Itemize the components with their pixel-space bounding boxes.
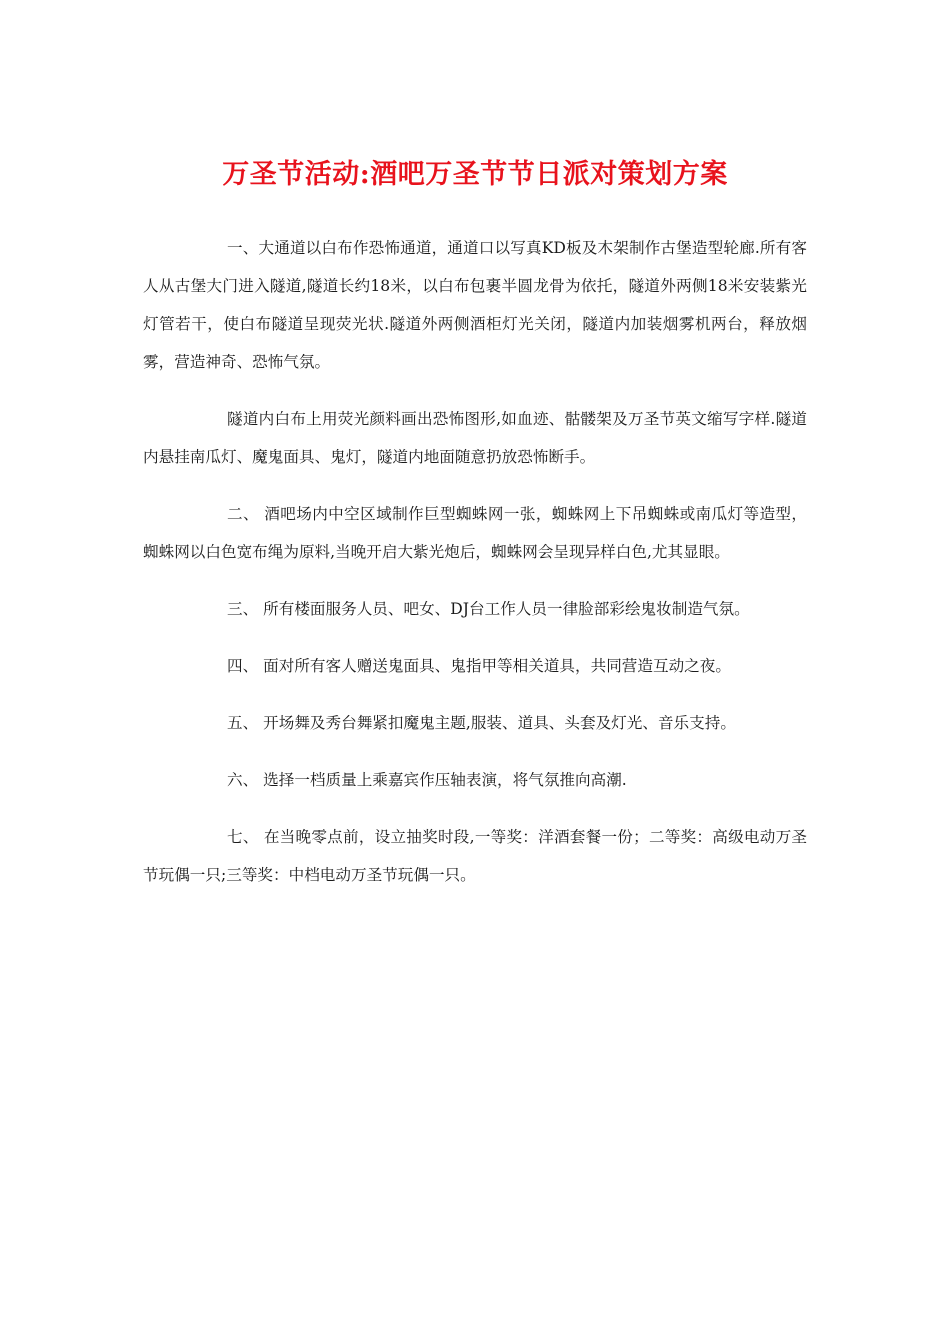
paragraph-spider-web: 二、 酒吧场内中空区域制作巨型蜘蛛网一张，蜘蛛网上下吊蜘蛛或南瓜灯等造型，蜘蛛网以白色宽布绳为原料,当晚开启大紫光炮后，蜘蛛网会呈现异样白色,尤其显眼。 — [143, 505, 807, 561]
paragraph-opening-dance: 五、 开场舞及秀台舞紧扣魔鬼主题,服装、道具、头套及灯光、音乐支持。 — [227, 714, 736, 732]
paragraph-lottery: 七、 在当晚零点前，设立抽奖时段,一等奖：洋酒套餐一份；二等奖：高级电动万圣节玩偶一只;三等奖：中档电动万圣节玩偶一只。 — [143, 828, 807, 884]
paragraph-tunnel-decoration: 隧道内白布上用荧光颜料画出恐怖图形,如血迹、骷髅架及万圣节英文缩写字样.隧道内悬挂南瓜灯、魔鬼面具、鬼灯，隧道内地面随意扔放恐怖断手。 — [143, 410, 807, 466]
paragraph-staff-makeup: 三、 所有楼面服务人员、吧女、DJ台工作人员一律脸部彩绘鬼妆制造气氛。 — [227, 600, 750, 618]
paragraph-finale-show: 六、 选择一档质量上乘嘉宾作压轴表演，将气氛推向高潮. — [227, 771, 627, 789]
document-title: 万圣节活动:酒吧万圣节节日派对策划方案 — [222, 159, 728, 190]
paragraph-guest-props: 四、 面对所有客人赠送鬼面具、鬼指甲等相关道具，共同营造互动之夜。 — [227, 657, 731, 675]
paragraph-tunnel-entrance: 一、大通道以白布作恐怖通道，通道口以写真KD板及木架制作古堡造型轮廊.所有客人从古堡大门进入隧道,隧道长约18米，以白布包裹半圆龙骨为依托，隧道外两侧18米安装紫光灯管若干，使白布隧道呈现荧光状.隧道外两侧酒柜灯光关闭，隧道内加装烟雾机两台，释放烟雾，营造神奇、恐怖气氛。 — [143, 239, 807, 371]
document-body — [143, 229, 807, 894]
